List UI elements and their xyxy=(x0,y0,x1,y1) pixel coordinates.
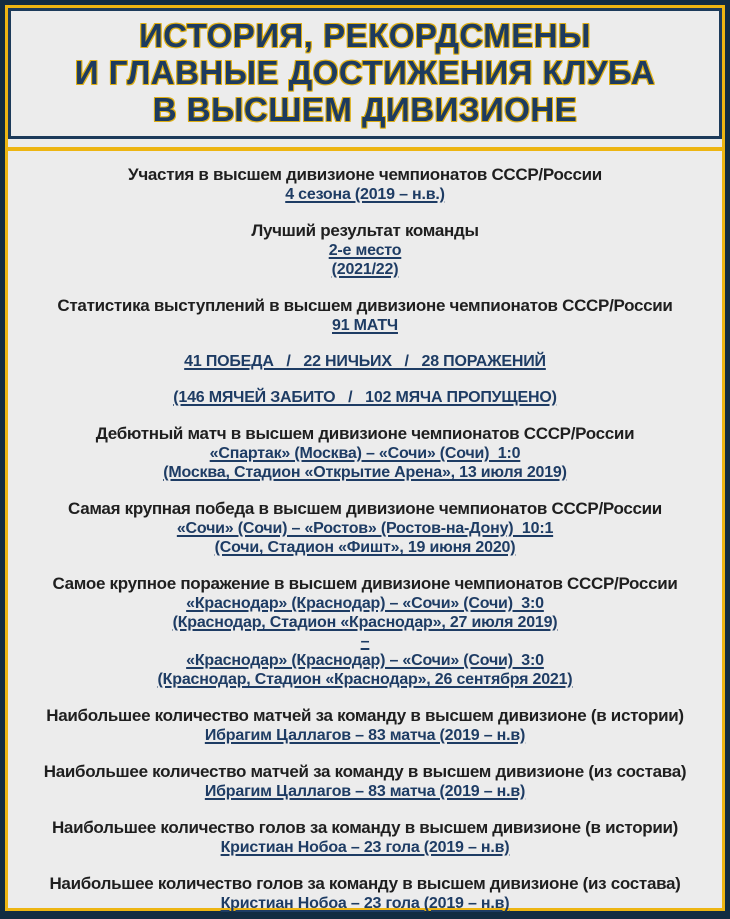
record-value: (Краснодар, Стадион «Краснодар», 26 сентября 2021) xyxy=(157,671,573,688)
record-section xyxy=(16,424,714,482)
record-value: 4 сезона (2019 – н.в.) xyxy=(285,186,445,203)
record-value: Ибрагим Цаллагов – 83 матча (2019 – н.в) xyxy=(204,727,526,744)
record-section xyxy=(16,165,714,204)
record-value: «Сочи» (Сочи) – «Ростов» (Ростов-на-Дону) 10:1 xyxy=(176,520,554,537)
record-heading: Дебютный матч в высшем дивизионе чемпионатов СССР/России xyxy=(95,424,635,443)
page-title-line-3: В ВЫСШЕМ ДИВИЗИОНЕ xyxy=(152,91,578,128)
record-value: 2-е место xyxy=(328,242,402,259)
record-heading: Самое крупное поражение в высшем дивизионе чемпионатов СССР/России xyxy=(52,574,678,593)
record-heading: Наибольшее количество матчей за команду в высшем дивизионе (в истории) xyxy=(46,706,684,725)
record-value: «Краснодар» (Краснодар) – «Сочи» (Сочи) 3:0 xyxy=(186,595,544,612)
record-value: 91 МАТЧ xyxy=(332,317,398,334)
page-title-line-2: И ГЛАВНЫЕ ДОСТИЖЕНИЯ КЛУБА xyxy=(74,54,656,91)
page-title xyxy=(8,8,722,139)
record-value: Кристиан Нобоа – 23 гола (2019 – н.в) xyxy=(220,895,510,912)
record-value: Ибрагим Цаллагов – 83 матча (2019 – н.в) xyxy=(204,783,526,800)
record-heading: Статистика выступлений в высшем дивизионе чемпионатов СССР/России xyxy=(57,296,673,315)
record-heading: Лучший результат команды xyxy=(251,221,479,240)
record-value: (146 МЯЧЕЙ ЗАБИТО / 102 МЯЧА ПРОПУЩЕНО) xyxy=(173,389,557,406)
records-list xyxy=(8,151,722,919)
record-section xyxy=(16,874,714,913)
record-value: «Спартак» (Москва) – «Сочи» (Сочи) 1:0 xyxy=(209,445,521,462)
record-heading: Наибольшее количество матчей за команду в высшем дивизионе (из состава) xyxy=(43,762,687,781)
record-section xyxy=(16,818,714,857)
record-section xyxy=(16,499,714,557)
record-value: 41 ПОБЕДА / 22 НИЧЬИХ / 28 ПОРАЖЕНИЙ xyxy=(184,353,546,370)
record-heading: Наибольшее количество голов за команду в высшем дивизионе (в истории) xyxy=(51,818,679,837)
record-heading: Участия в высшем дивизионе чемпионатов СССР/России xyxy=(128,165,602,184)
record-section xyxy=(16,706,714,745)
record-value: (Сочи, Стадион «Фишт», 19 июня 2020) xyxy=(214,539,516,556)
page-frame xyxy=(5,5,725,911)
record-value: (Москва, Стадион «Открытие Арена», 13 июля 2019) xyxy=(163,464,567,481)
record-value: Кристиан Нобоа – 23 гола (2019 – н.в) xyxy=(220,839,510,856)
record-value: (Краснодар, Стадион «Краснодар», 27 июля 2019) xyxy=(172,614,558,631)
record-value: (2021/22) xyxy=(331,261,399,278)
record-heading: Самая крупная победа в высшем дивизионе чемпионатов СССР/России xyxy=(68,499,662,518)
record-heading: Наибольшее количество голов за команду в высшем дивизионе (из состава) xyxy=(49,874,681,893)
record-section xyxy=(16,296,714,335)
record-value: – xyxy=(360,633,370,650)
record-section xyxy=(16,352,714,371)
record-section xyxy=(16,762,714,801)
record-section xyxy=(16,388,714,407)
record-section xyxy=(16,221,714,279)
page-title-line-1: ИСТОРИЯ, РЕКОРДСМЕНЫ xyxy=(139,17,591,54)
record-value: «Краснодар» (Краснодар) – «Сочи» (Сочи) 3:0 xyxy=(186,652,544,669)
record-section xyxy=(16,574,714,689)
